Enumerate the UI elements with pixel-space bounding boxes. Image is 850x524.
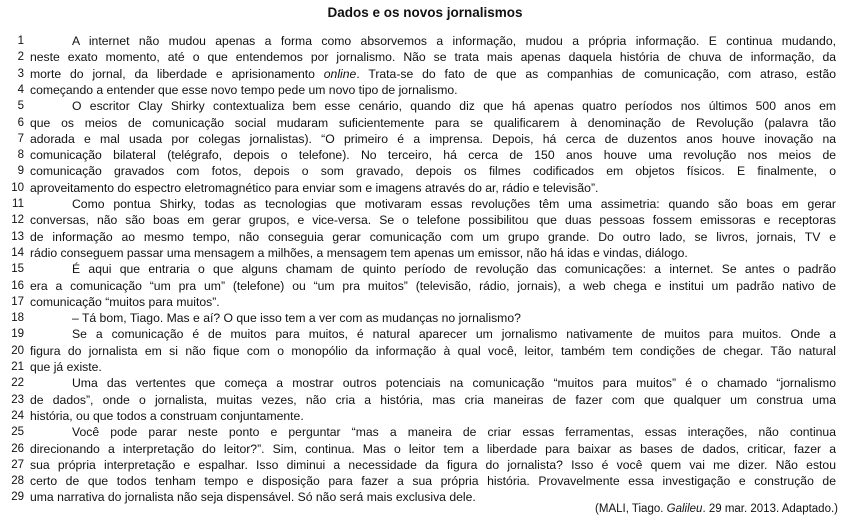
text-line (0, 98, 850, 115)
text-line (0, 82, 850, 99)
text-line (0, 359, 850, 376)
line-text: direcionando a interpretação do leitor?”. Sim, continua. Mas o leitor tem a liberdade para baixar as bases de dados, criticar, fazer a (30, 441, 836, 456)
source-suffix: . 29 mar. 2013. Adaptado.) (702, 503, 838, 515)
text-line (0, 115, 850, 132)
line-text: comunicação “muitos para muitos”. (30, 294, 220, 309)
text-line (0, 278, 850, 295)
line-text: – Tá bom, Tiago. Mas e aí? O que isso tem a ver com as mudanças no jornalismo? (72, 311, 521, 326)
line-text: comunicação bilateral (telégrafo, depois o telefone). No terceiro, há cerca de 150 anos houve uma revolução nos meios de (30, 148, 836, 163)
line-text: que os meios de comunicação social mudaram suficientemente para se qualificarem à denominação de Revolução (palavra tão (30, 115, 836, 130)
line-text: Uma das vertentes que começa a mostrar outros potenciais na comunicação “muitos para muitos” é o chamado “jornalismo (72, 376, 836, 391)
line-number: 15 (11, 263, 24, 276)
line-text: O escritor Clay Shirky contextualiza bem esse cenário, quando diz que há apenas quatro períodos nos últimos 500 anos em (72, 99, 836, 114)
text-line (0, 66, 850, 83)
line-number: 28 (11, 475, 24, 488)
line-number: 24 (11, 409, 24, 422)
line-number: 6 (17, 116, 24, 129)
text-line (0, 310, 850, 327)
source-citation (595, 503, 838, 515)
line-number: 21 (11, 361, 24, 373)
line-text: de informação ao mesmo tempo, não conseguia gerar comunicação com um grupo grande. Do outro lado, se livros, jornais, TV e (30, 229, 836, 244)
text-line (0, 196, 850, 213)
line-text: Se a comunicação é de muitos para muitos, é natural aparecer um jornalismo nativamente de muitos para muitos. Onde a (72, 327, 836, 342)
text-line (0, 245, 850, 262)
line-text: conversas, não são boas em gerar grupos, e vice-versa. Se o telefone possibilitou que duas pessoas fossem emissoras e receptoras (30, 213, 836, 228)
text-line (0, 33, 850, 50)
line-number: 25 (11, 426, 24, 439)
line-text: certo de que todos tenham tempo e disposição para fazer a sua própria história. Provavelmente essa investigação e construção de (30, 474, 836, 489)
line-text: era a comunicação “um pra um” (telefone) ou “um pra muitos” (televisão, rádio, jornais), a web chega e institui um padrão nativo de (30, 278, 836, 293)
line-number: 16 (11, 279, 24, 292)
text-line (0, 147, 850, 164)
source-prefix: (MALI, Tiago. (595, 503, 667, 515)
line-number: 20 (11, 344, 24, 357)
line-number: 13 (11, 230, 24, 243)
line-number: 9 (17, 165, 24, 178)
line-number: 5 (17, 100, 24, 113)
text-line (0, 473, 850, 490)
text-line (0, 326, 850, 343)
line-text: aproveitamento do espectro eletromagnético para enviar som e imagens através do ar, rádio e televisão”. (30, 180, 599, 195)
text-line (0, 163, 850, 180)
line-number: 19 (11, 328, 24, 341)
line-number: 4 (17, 83, 24, 96)
text-line (0, 343, 850, 360)
line-text: de dados”, onde o jornalista, muitas vezes, não cria a história, mas cria maneiras de fazer com que qualquer um construa uma (30, 392, 836, 407)
line-text: Como pontua Shirky, todas as tecnologias que motivaram essas revoluções têm uma assimetria: quando são boas em gerar (72, 197, 836, 211)
line-text: morte do jornal, da liberdade e aprisionamento online. Trata-se do fato de que as companhias de comunicação, com atraso, estão (30, 66, 836, 81)
source-work: Galileu (666, 503, 703, 515)
line-text: adorada e mal usada por colegas jornalistas). “O primeiro é a imprensa. Depois, há cerca de duzentos anos houve inovação na (30, 131, 836, 146)
line-text: rádio conseguem passar uma mensagem a milhões, a mensagem tem apenas um emissor, não há idas e vindas, diálogo. (30, 245, 688, 260)
text-line (0, 457, 850, 474)
text-line (0, 212, 850, 229)
text-line (0, 229, 850, 246)
article-title: Dados e os novos jornalismos (327, 5, 523, 20)
text-line (0, 131, 850, 148)
line-text: uma narrativa do jornalista não seja dispensável. Só não será mais exclusiva dele. (30, 490, 476, 505)
text-line (0, 180, 850, 197)
line-text: história, ou que todos a construam conjuntamente. (30, 408, 304, 423)
line-number: 3 (17, 67, 24, 80)
line-number: 2 (17, 51, 24, 64)
line-text: sua própria interpretação e espalhar. Isso diminui a necessidade da figura do jornalista? Isso é você quem vai me dizer. Não estou (30, 457, 836, 472)
text-line (0, 392, 850, 409)
text-line (0, 424, 850, 441)
line-number: 10 (11, 181, 24, 194)
line-text: A internet não mudou apenas a forma como absorvemos a informação, mudou a própria informação. E continua mudando, (72, 34, 836, 48)
line-text: começando a entender que esse novo tempo pede um novo tipo de jornalismo. (30, 82, 458, 97)
line-number: 11 (12, 198, 24, 210)
line-text: que já existe. (30, 360, 102, 374)
line-number: 1 (17, 35, 24, 47)
line-number: 12 (11, 214, 24, 227)
text-line (0, 49, 850, 66)
line-text: neste exato momento, até o que entendemos por jornalismo. Não se trata mais apenas daquela história de chuva de informação, da (30, 50, 836, 65)
line-number: 23 (11, 393, 24, 406)
emphasis: online (323, 66, 357, 81)
line-number: 8 (17, 149, 24, 162)
line-number: 22 (11, 377, 24, 390)
line-number: 7 (17, 132, 24, 145)
line-text: comunicação gravados com fotos, depois o som gravado, depois os filmes codificados em objetos físicos. E finalmente, o (30, 164, 836, 179)
line-text: figura do jornalista em si não fique com o monopólio da informação à qual você, leitor, também tem condições de chegar. Tão natural (30, 343, 836, 358)
text-line (0, 294, 850, 311)
line-text: Você pode parar neste ponto e perguntar “mas a maneira de criar essas ferramentas, essas interações, não continua (72, 425, 836, 440)
line-text: É aqui que entraria o que alguns chamam de quinto período de revolução das comunicações: a internet. Se antes o padrão (72, 262, 836, 277)
text-line (0, 441, 850, 458)
line-number: 29 (11, 491, 24, 504)
line-number: 18 (11, 312, 24, 325)
text-line (0, 375, 850, 392)
line-number: 26 (11, 442, 24, 455)
line-number: 27 (11, 458, 24, 471)
line-number: 17 (11, 295, 24, 308)
text-line (0, 261, 850, 278)
text-line (0, 408, 850, 425)
line-number: 14 (11, 246, 24, 259)
